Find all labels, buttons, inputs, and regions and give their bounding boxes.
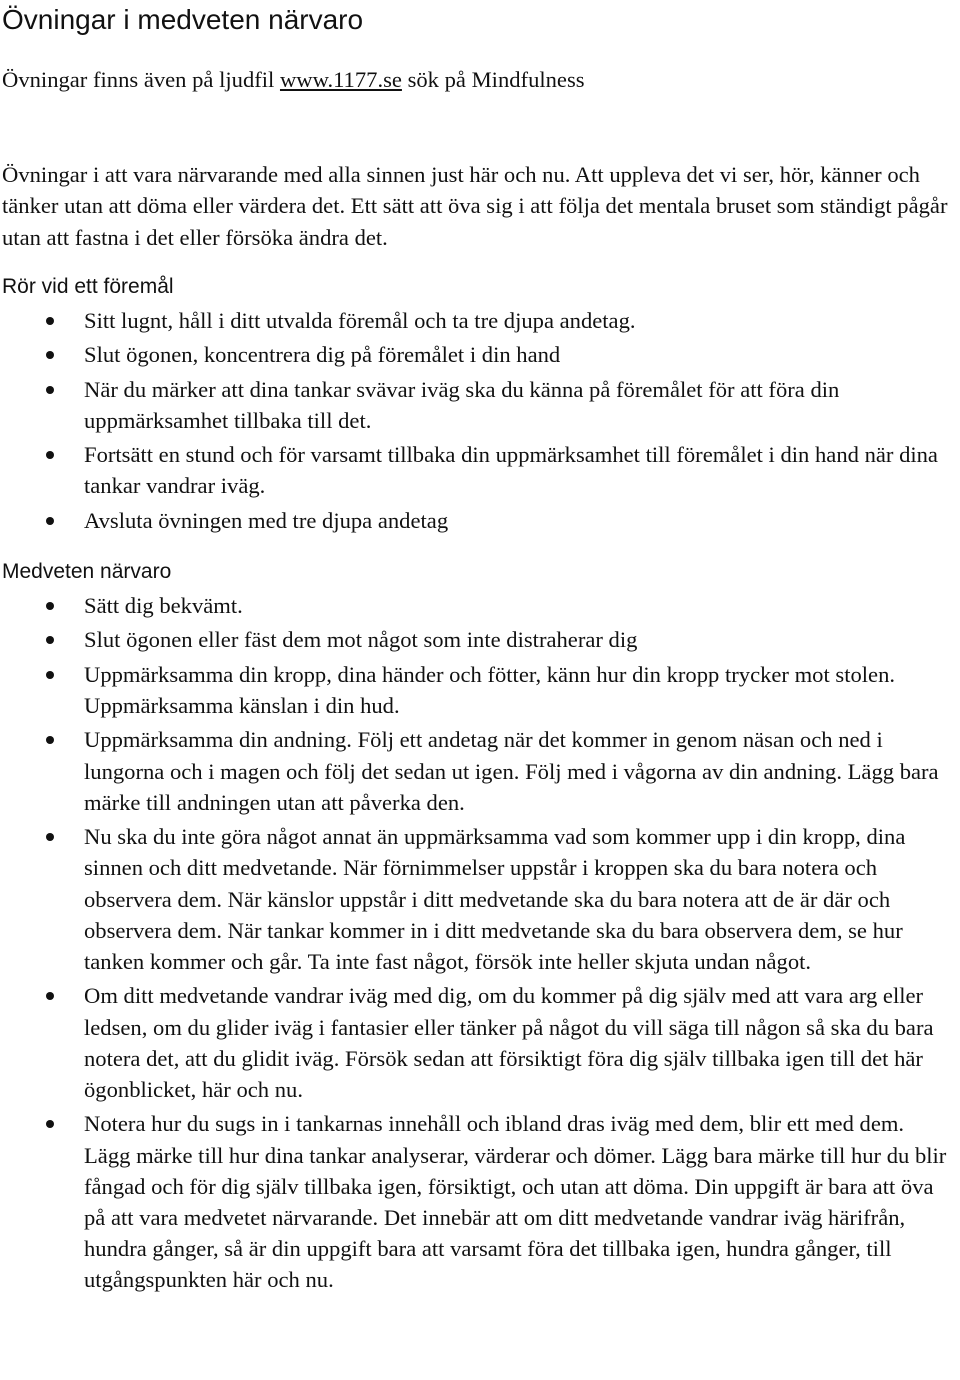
list-item [2,624,952,655]
list-item [2,659,952,721]
list-item-text: Slut ögonen eller fäst dem mot något som inte distraherar dig [84,627,638,653]
bullet-icon [46,317,54,325]
intro-paragraph: Övningar i att vara närvarande med alla sinnen just här och nu. Att uppleva det vi ser, hör, känner och tänker utan att döma eller värdera det. Ett sätt att öva sig i att följa det mentala bruset som ständigt pågår utan att fastna i det eller försöka ändra det. [2,162,948,250]
bullet-icon [46,451,54,459]
section-heading-mindful-presence: Medveten närvaro [2,559,172,583]
list-item [2,590,952,621]
bullet-icon [46,736,54,744]
list-item [2,439,952,501]
list-item [2,505,952,536]
list-item-text: Notera hur du sugs in i tankarnas innehåll och ibland dras iväg med dem, blir ett med dem. Lägg märke till hur dina tankar analyserar, värderar och dömer. Lägg bara märke till hur du blir fångad och för dig själv tillbaka igen, försiktigt, och utan att döma. Din uppgift är bara att öva på att vara medvetet närvarande. Det innebär att om ditt medvetande vandrar iväg härifrån, hundra gånger, så är din uppgift bara att varsamt föra det tillbaka igen, hundra gånger, till utgångspunkten här och nu. [84,1111,947,1293]
list-item [2,1108,952,1295]
touch-object-steps [2,305,952,536]
list-item-text: Nu ska du inte göra något annat än uppmärksamma vad som kommer upp i din kropp, dina sinnen och ditt medvetande. När förnimmelser uppstår i kroppen ska du bara notera och observera dem. När känslor uppstår i ditt medvetande ska du bara notera att de är där och observera dem. När tankar kommer in i ditt medvetande ska du bara observera dem, se hur tanken kommer och går. Ta inte fast något, försök inte heller skjuta undan något. [84,824,906,974]
bullet-icon [46,386,54,394]
list-item-text: Sitt lugnt, håll i ditt utvalda föremål och ta tre djupa andetag. [84,307,636,333]
list-item [2,724,952,818]
list-item [2,374,952,436]
list-item-text: Slut ögonen, koncentrera dig på föremålet i din hand [84,342,561,368]
list-item-text: Om ditt medvetande vandrar iväg med dig, om du kommer på dig själv med att vara arg eller ledsen, om du glider iväg i fantasier eller tänker på något du vill säga till någon så ska du bara notera det, att du glidit iväg. Försök sedan att försiktigt föra dig själv tillbaka igen till det här ögonblicket, här och nu. [84,983,934,1102]
list-item [2,339,952,370]
list-item [2,980,952,1105]
section-heading-touch-object: Rör vid ett föremål [2,274,174,298]
list-item [2,821,952,977]
bullet-icon [46,602,54,610]
bullet-icon [46,351,54,359]
list-item-text: Fortsätt en stund och för varsamt tillbaka din uppmärksamhet till föremålet i din hand när dina tankar vandrar iväg. [84,442,938,499]
list-item-text: Uppmärksamma din andning. Följ ett andetag när det kommer in genom näsan och ned i lungorna och i magen och följ det sedan ut igen. Följ med i vågorna av din andning. Lägg bara märke till andningen utan att påverka den. [84,727,939,815]
audio-link[interactable]: www.1177.se [279,67,402,92]
bullet-icon [46,833,54,841]
bullet-icon [46,671,54,679]
document-page [0,3,960,1296]
list-item-text: Uppmärksamma din kropp, dina händer och fötter, känn hur din kropp trycker mot stolen. Uppmärksamma känslan i din hud. [84,661,896,718]
bullet-icon [46,636,54,644]
bullet-icon [46,1120,54,1128]
list-item-text: Avsluta övningen med tre djupa andetag [84,507,449,533]
page-title: Övningar i medveten närvaro [2,4,364,35]
list-item-text: Sätt dig bekvämt. [84,592,243,618]
audio-prefix: Övningar finns även på ljudfil [2,67,280,92]
list-item-text: När du märker att dina tankar svävar iväg ska du känna på föremålet för att föra din uppmärksamhet tillbaka till det. [84,376,840,433]
audio-suffix: sök på Mindfulness [401,67,585,92]
list-item [2,305,952,336]
bullet-icon [46,992,54,1000]
bullet-icon [46,517,54,525]
mindful-presence-steps [2,590,952,1296]
audio-info [2,64,952,95]
